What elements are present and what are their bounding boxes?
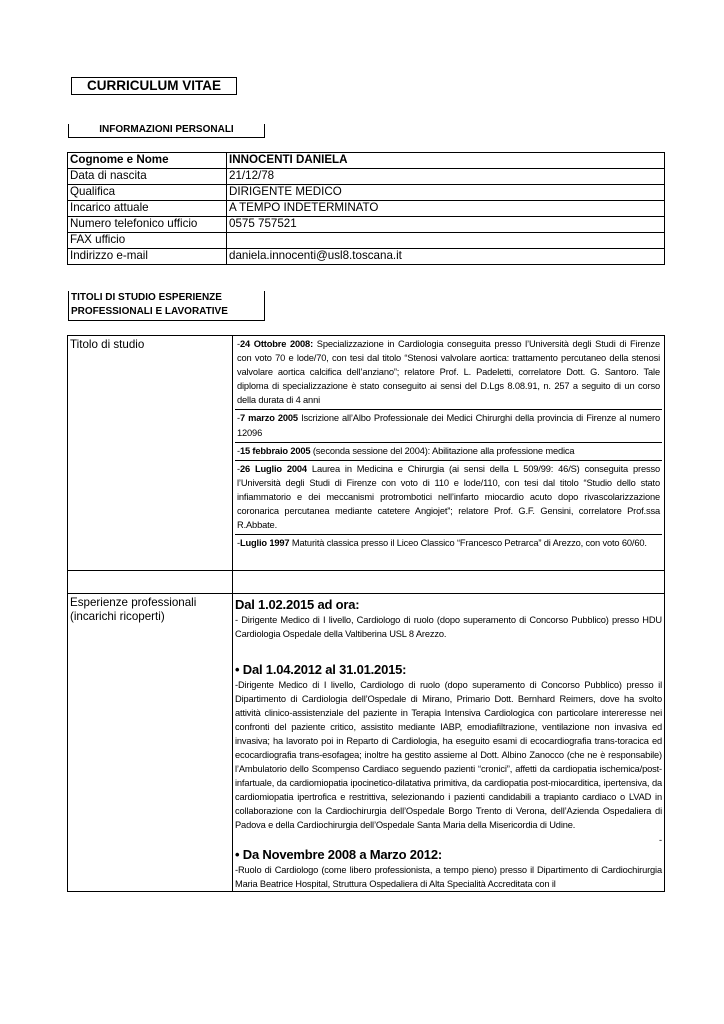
section-title-line: PROFESSIONALI E LAVORATIVE <box>71 306 228 317</box>
field-value: DIRIGENTE MEDICO <box>227 185 665 201</box>
list-item: -24 Ottobre 2008: Specializzazione in Cardiologia conseguita presso l’Università degli Studi di Firenze con voto 70 e lode/70, con tesi dal titolo “Stenosi valvolare aortica: trattamento percutaneo della stenosi valvolare aortica calcifica dell’anziano”; relatore Prof. L. Padeletti, correlatore Dott. G. Santoro. Tale diploma di specializzazione è stato conseguito ai sensi del D.Lgs 8.08.91, n. 257 a seguito di un corso della durata di 4 anni <box>235 336 662 410</box>
list-item: -15 febbraio 2005 (seconda sessione del 2004): Abilitazione alla professione medica <box>235 443 662 461</box>
field-label: Indirizzo e-mail <box>68 249 227 265</box>
table-row <box>68 594 665 892</box>
education-experience-table <box>67 335 665 892</box>
cv-title: CURRICULUM VITAE <box>71 77 237 95</box>
list-item: -Luglio 1997 Maturità classica presso il Liceo Classico “Francesco Petrarca” di Arezzo, con voto 60/60. <box>237 538 647 549</box>
table-row <box>68 169 665 185</box>
list-item: • Da Novembre 2008 a Marzo 2012: -Ruolo di Cardiologo (come libero professionista, a tempo pieno) presso il Dipartimento di Cardiochirurgia Maria Beatrice Hospital, Struttura Ospedaliera di Alta Specialità Accreditata con il <box>235 846 662 889</box>
education-content <box>233 336 665 571</box>
field-value <box>227 233 665 249</box>
experience-label: Esperienze professionali (incarichi ricoperti) <box>68 594 233 892</box>
field-label: Incarico attuale <box>68 201 227 217</box>
experience-content <box>233 594 665 892</box>
field-label: Data di nascita <box>68 169 227 185</box>
field-label: Numero telefonico ufficio <box>68 217 227 233</box>
field-value: INNOCENTI DANIELA <box>227 153 665 169</box>
field-value: 21/12/78 <box>227 169 665 185</box>
empty-cell <box>68 571 233 594</box>
list-item: -26 Luglio 2004 Laurea in Medicina e Chirurgia (ai sensi della L 509/99: 46/S) conseguita presso l’Università degli Studi di Firenze con voto di 110 e lode/110, con tesi dal titolo “Studio dello stato infiammatorio e dei meccanismi protrombotici nell’infarto miocardio acuto dopo rivascolarizzazione coronarica percutanea mediante catetere Angiojet”; relatore Prof. G.F. Gensini, correlatore Prof.ssa R.Abbate. <box>235 461 662 535</box>
education-label: Titolo di studio <box>68 336 233 571</box>
list-item: Dal 1.02.2015 ad ora: - Dirigente Medico di I livello, Cardiologo di ruolo (dopo superamento di Concorso Pubblico) presso HDU Cardiologia Ospedale della Valtiberina USL 8 Arezzo. <box>235 597 662 640</box>
table-row <box>68 185 665 201</box>
field-label: Qualifica <box>68 185 227 201</box>
field-value: 0575 757521 <box>227 217 665 233</box>
list-item: -7 marzo 2005 Iscrizione all’Albo Professionale dei Medici Chirurghi della provincia di Firenze al numero 12096 <box>235 410 662 442</box>
table-row <box>68 201 665 217</box>
table-row <box>68 336 665 571</box>
table-row <box>68 153 665 169</box>
personal-info-table <box>67 152 665 265</box>
table-row <box>68 233 665 249</box>
table-row <box>68 217 665 233</box>
section-title-personal-info: INFORMAZIONI PERSONALI <box>68 124 265 138</box>
field-value: A TEMPO INDETERMINATO <box>227 201 665 217</box>
section-title-line: TITOLI DI STUDIO ESPERIENZE <box>71 292 222 303</box>
field-label: Cognome e Nome <box>68 153 227 169</box>
list-item: • Dal 1.04.2012 al 31.01.2015: -Dirigente Medico di I livello, Cardiologo di ruolo (dopo superamento di Concorso Pubblico) presso il Dipartimento di Cardiologia dell’Ospedale di Mirano, Primario Dott. Bernhard Reimers, dove ha svolto attività clinico-assistenziale del paziente in Terapia Intensiva Cardiologica con particolare intereresse nei confronti del paziente critico, assistito mediante IABP, emodiafiltrazione, ventilazione non invasiva ed invasiva; ha lavorato poi in Reparto di Cardiologia, ha eseguito esami di ecocardiografia trans-toracica ed ecocardiografia trans-esofagea; inoltre ha gestito assieme al Dott. Albino Zanocco (che ne è responsabile) l’Ambulatorio dello Scompenso Cardiaco seguendo pazienti “cronici”, affetti da cardiopatia ischemica/post-infartuale, da cardiomiopatia ipocinetico-dilatativa primitiva, da cardiopatia post-miocarditica, ipertensiva, da cardiomiopatia ipertrofica e restrittiva, selezionando i pazienti candidabili a trapianto cardiaco o LVAD in collaborazione con la Cardiochirurgia dell’Ospedale Borgo Trento di Verona, dell’Azienda Ospedaliera di Padova e della Cardiochirurgia dell’Ospedale Santa Maria della Misericordia di Udine. - <box>235 661 662 845</box>
field-label: FAX ufficio <box>68 233 227 249</box>
empty-cell <box>233 571 665 594</box>
section-title-education <box>68 291 265 321</box>
table-row <box>68 571 665 594</box>
field-value: daniela.innocenti@usl8.toscana.it <box>227 249 665 265</box>
table-row <box>68 249 665 265</box>
